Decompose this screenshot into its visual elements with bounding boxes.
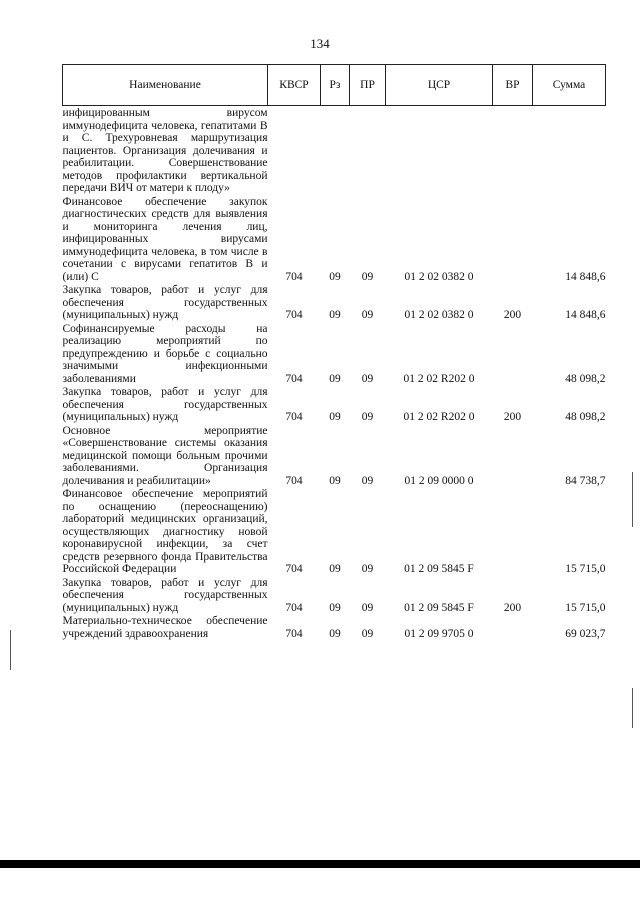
cell-name: инфицированным вирусом иммунодефицита человека, гепатитами В и С. Трехуровневая маршрутизация пациентов. Организация долечивания и реабилитации. Совершенствование методов профилактики вертикальной передачи ВИЧ от матери к плоду» — [62, 107, 268, 194]
cell-rz — [321, 106, 350, 195]
cell-pr: 09 — [361, 372, 374, 385]
cell-pr: 09 — [361, 474, 374, 487]
cell-sum — [533, 106, 606, 195]
cell-csr: 01 2 09 5845 F — [404, 563, 474, 575]
cell-name: Закупка товаров, работ и услуг для обеспечения государственных (муниципальных) нужд — [62, 386, 268, 423]
cell-pr: 09 — [361, 270, 374, 283]
cell-vr — [493, 487, 533, 576]
cell-rz: 09 — [329, 627, 341, 640]
cell-vr — [493, 424, 533, 488]
cell-vr: 200 — [503, 601, 522, 614]
cell-name: Закупка товаров, работ и услуг для обеспечения государственных (муниципальных) нужд — [62, 576, 268, 614]
cell-pr: 09 — [361, 309, 374, 321]
table-row — [63, 424, 606, 488]
cell-pr: 09 — [361, 601, 374, 614]
cell-sum: 14 848,6 — [565, 270, 606, 283]
scan-edge-mark — [632, 688, 633, 728]
cell-kvsr: 704 — [285, 563, 303, 575]
cell-kvsr: 704 — [285, 309, 303, 321]
cell-csr: 01 2 09 5845 F — [404, 601, 474, 614]
header-rz: Рз — [321, 65, 350, 106]
cell-sum: 15 715,0 — [565, 563, 606, 575]
cell-pr: 09 — [361, 563, 374, 575]
cell-rz: 09 — [329, 411, 341, 423]
cell-kvsr: 704 — [285, 601, 303, 614]
table-row — [63, 106, 606, 195]
table-header-row — [63, 65, 606, 106]
cell-vr: 200 — [503, 309, 522, 321]
table-row — [63, 195, 606, 284]
cell-vr — [493, 614, 533, 640]
header-vr: ВР — [493, 65, 533, 106]
table-body — [63, 106, 606, 641]
table-row — [63, 614, 606, 640]
cell-name: Материально-техническое обеспечение учреждений здравоохранения — [62, 615, 268, 640]
cell-sum: 84 738,7 — [565, 474, 606, 487]
cell-sum: 69 023,7 — [565, 627, 606, 640]
cell-name: Основное мероприятие «Совершенствование системы оказания медицинской помощи больным прочими заболеваниями. Организация долечивания и реабилитации» — [62, 424, 268, 487]
table-row — [63, 322, 606, 386]
header-kvsr: КВСР — [268, 65, 321, 106]
cell-kvsr: 704 — [285, 372, 303, 385]
cell-rz: 09 — [329, 372, 341, 385]
cell-sum: 14 848,6 — [565, 309, 606, 321]
table-row — [63, 487, 606, 576]
cell-pr: 09 — [361, 627, 374, 640]
cell-name: Закупка товаров, работ и услуг для обеспечения государственных (муниципальных) нужд — [62, 284, 268, 321]
cell-name: Софинансируемые расходы на реализацию мероприятий по предупреждению и борьбе с социально значимыми инфекционными заболеваниями — [62, 322, 268, 385]
cell-kvsr: 704 — [285, 627, 303, 640]
cell-sum: 15 715,0 — [565, 601, 606, 614]
cell-csr: 01 2 09 9705 0 — [404, 627, 474, 640]
table-row — [63, 283, 606, 322]
cell-rz: 09 — [329, 270, 341, 283]
cell-sum: 48 098,2 — [565, 411, 606, 423]
cell-csr: 01 2 02 0382 0 — [404, 309, 474, 321]
cell-pr — [350, 106, 386, 195]
cell-vr — [493, 195, 533, 284]
cell-csr: 01 2 02 R202 0 — [403, 411, 475, 423]
budget-table — [62, 64, 606, 640]
cell-kvsr: 704 — [285, 411, 303, 423]
cell-sum: 48 098,2 — [565, 372, 606, 385]
cell-vr — [493, 322, 533, 386]
cell-rz: 09 — [329, 474, 341, 487]
cell-rz: 09 — [329, 309, 341, 321]
cell-kvsr: 704 — [285, 474, 303, 487]
table-row — [63, 385, 606, 424]
table-row — [63, 576, 606, 615]
header-sum: Сумма — [533, 65, 606, 106]
cell-csr — [386, 106, 493, 195]
header-pr: ПР — [350, 65, 386, 106]
page-number: 134 — [310, 36, 330, 51]
cell-kvsr: 704 — [285, 270, 303, 283]
scan-edge-mark — [632, 472, 633, 527]
scan-edge-mark — [10, 630, 11, 670]
scan-bottom-border — [0, 860, 640, 868]
cell-pr: 09 — [361, 411, 374, 423]
cell-kvsr — [268, 106, 321, 195]
cell-csr: 01 2 02 0382 0 — [404, 270, 474, 283]
cell-csr: 01 2 09 0000 0 — [404, 474, 474, 487]
header-csr: ЦСР — [386, 65, 493, 106]
cell-rz: 09 — [329, 601, 341, 614]
cell-vr: 200 — [503, 411, 522, 423]
cell-rz: 09 — [329, 563, 341, 575]
cell-name: Финансовое обеспечение мероприятий по оснащению (переоснащению) лабораторий медицинских организаций, осуществляющих диагностику новой коронавирусной инфекции, за счет средств резервного фонда Правительства Российской Федерации — [62, 488, 268, 575]
header-name: Наименование — [63, 65, 268, 106]
cell-vr — [493, 106, 533, 195]
cell-name: Финансовое обеспечение закупок диагностических средств для выявления и мониторинга лечения лиц, инфицированных вирусами иммунодефицита человека, в том числе в сочетании с вирусами гепатитов В и (или) С — [62, 195, 268, 283]
cell-csr: 01 2 02 R202 0 — [403, 372, 475, 385]
